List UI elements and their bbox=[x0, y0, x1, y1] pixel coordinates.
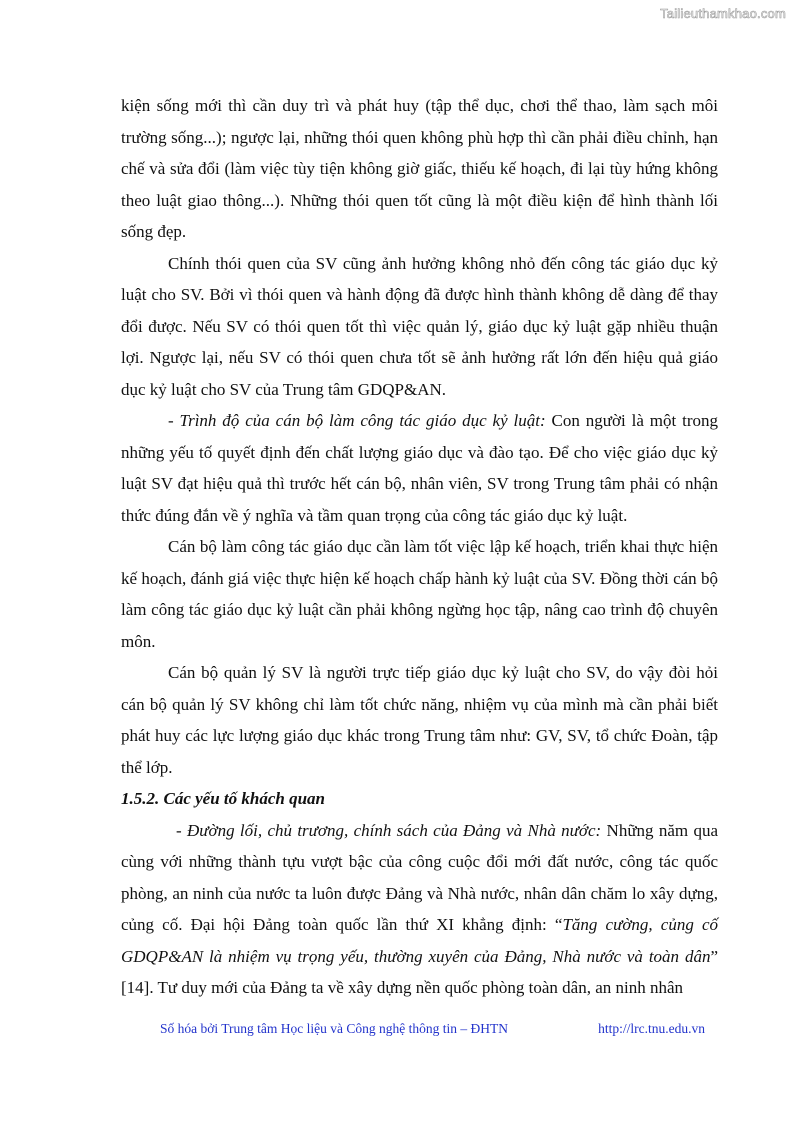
paragraph-4: Cán bộ làm công tác giáo dục cần làm tốt việc lập kế hoạch, triển khai thực hiện kế hoạch, đánh giá việc thực hiện kế hoạch chấp hành kỷ luật của SV. Đồng thời cán bộ làm công tác giáo dục kỷ luật cần phải không ngừng học tập, nâng cao trình độ chuyên môn. bbox=[121, 537, 718, 651]
paragraph-1: kiện sống mới thì cần duy trì và phát huy (tập thể dục, chơi thể thao, làm sạch môi trường sống...); ngược lại, những thói quen không phù hợp thì cần phải điều chỉnh, hạn chế và sửa đổi (làm việc tùy tiện không giờ giấc, thiếu kế hoạch, đi lại tùy hứng không theo luật giao thông...). Những thói quen tốt cũng là một điều kiện để hình thành lối sống đẹp. bbox=[121, 96, 718, 241]
watermark: Tailieuthamkhao.com bbox=[660, 6, 786, 21]
paragraph-6-quote: Tăng cường, củng cố GDQP&AN là nhiệm vụ trọng yếu, thường xuyên của Đảng, Nhà nước và toàn dân bbox=[121, 915, 718, 966]
footer-source: Số hóa bởi Trung tâm Học liệu và Công nghệ thông tin – ĐHTN bbox=[160, 1021, 509, 1036]
section-heading: 1.5.2. Các yếu tố khách quan bbox=[121, 789, 326, 808]
paragraph-3-italic-lead: - Trình độ của cán bộ làm công tác giáo dục kỷ luật: bbox=[168, 411, 546, 430]
page-body bbox=[121, 90, 718, 1004]
paragraph-6-text-end: ” [14]. Tư duy mới của Đảng ta về xây dựng nền quốc phòng toàn dân, an ninh nhân bbox=[121, 946, 718, 997]
paragraph-5: Cán bộ quản lý SV là người trực tiếp giáo dục kỷ luật cho SV, do vậy đòi hỏi cán bộ quản lý SV không chỉ làm tốt chức năng, nhiệm vụ của mình mà cần phải biết phát huy các lực lượng giáo dục khác trong Trung tâm như: GV, SV, tổ chức Đoàn, tập thể lớp. bbox=[121, 663, 718, 777]
footer-url: http://lrc.tnu.edu.vn bbox=[598, 1021, 705, 1036]
paragraph-6-text: Những năm qua cùng với những thành tựu vượt bậc của công cuộc đổi mới đất nước, công tác quốc phòng, an ninh của nước ta luôn được Đảng và Nhà nước, nhân dân chăm lo xây dựng, củng cố. Đại hội Đảng toàn quốc lần thứ XI khẳng định: “ bbox=[121, 820, 718, 934]
paragraph-6-italic-lead: - Đường lối, chủ trương, chính sách của Đảng và Nhà nước: bbox=[176, 820, 602, 840]
paragraph-3-text: Con người là một trong những yếu tố quyết định đến chất lượng giáo dục và đào tạo. Để cho việc giáo dục kỷ luật SV đạt hiệu quả thì trước hết cán bộ, nhân viên, SV trong Trung tâm phải có nhận thức đúng đắn về ý nghĩa và tầm quan trọng của công tác giáo dục kỷ luật. bbox=[121, 411, 719, 525]
page-footer bbox=[160, 1021, 705, 1037]
paragraph-2: Chính thói quen của SV cũng ảnh hưởng không nhỏ đến công tác giáo dục kỷ luật cho SV. Bởi vì thói quen và hành động đã được hình thành không dễ dàng để thay đổi được. Nếu SV có thói quen tốt thì việc quản lý, giáo dục kỷ luật gặp nhiều thuận lợi. Ngược lại, nếu SV có thói quen chưa tốt sẽ ảnh hưởng rất lớn đến hiệu quả giáo dục kỷ luật cho SV của Trung tâm GDQP&AN. bbox=[121, 253, 718, 399]
paragraph-6 bbox=[121, 815, 718, 1004]
paragraph-3 bbox=[121, 405, 718, 531]
